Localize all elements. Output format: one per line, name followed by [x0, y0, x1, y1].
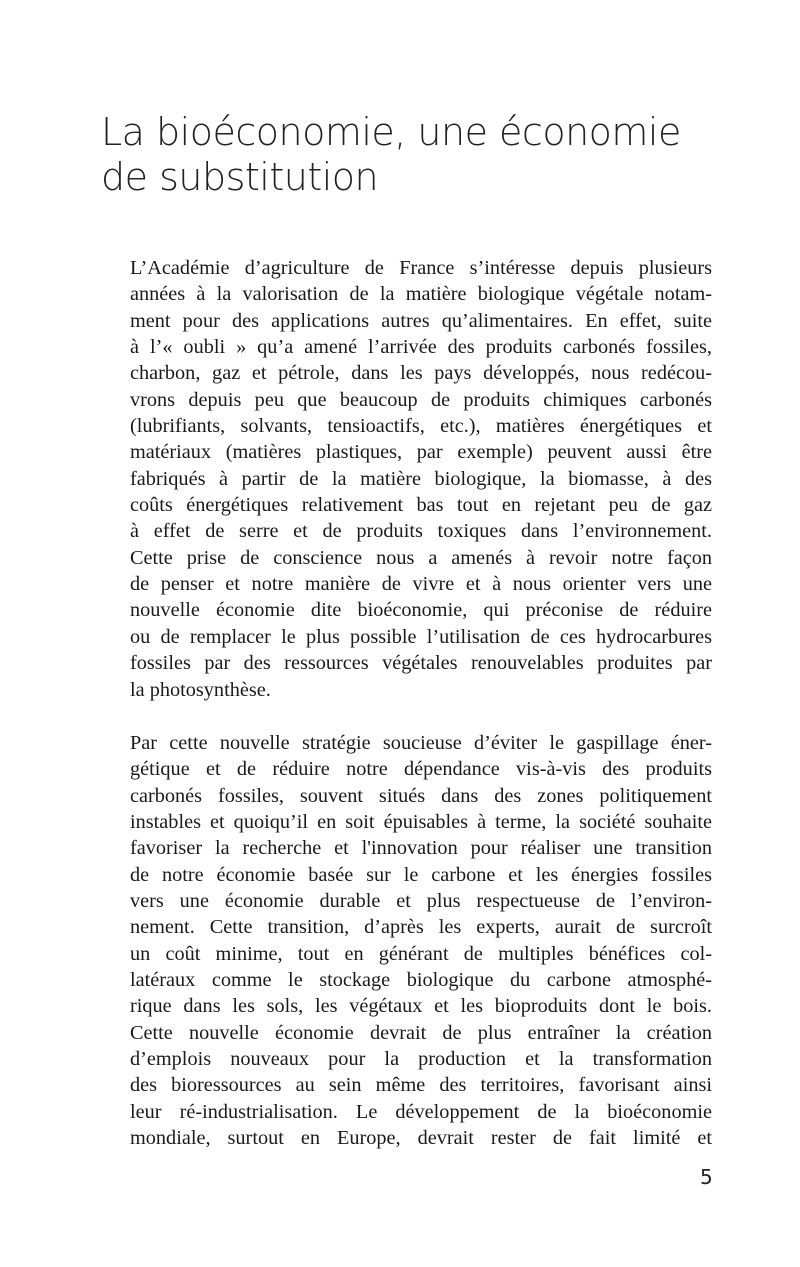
- title-line: de substitution: [101, 155, 379, 199]
- text-line: un coût minime, tout en générant de multiples bénéfices col-: [130, 942, 712, 965]
- text-line: vers une économie durable et plus respectueuse de l’environ-: [130, 890, 712, 913]
- text-line: des bioressources au sein même des territoires, favorisant ainsi: [130, 1074, 712, 1097]
- text-line: rique dans les sols, les végétaux et les bioproduits dont le bois.: [130, 995, 712, 1018]
- text-line: favoriser la recherche et l'innovation pour réaliser une transition: [130, 837, 712, 860]
- text-line: Cette prise de conscience nous a amenés à revoir notre façon: [130, 546, 712, 569]
- text-line: carbonés fossiles, souvent situés dans des zones politiquement: [130, 784, 712, 807]
- text-line: d’emplois nouveaux pour la production et la transformation: [130, 1048, 712, 1071]
- text-line: latéraux comme le stockage biologique du carbone atmosphé-: [130, 969, 712, 992]
- text-line: Par cette nouvelle stratégie soucieuse d’éviter le gaspillage éner-: [130, 732, 712, 754]
- text-line: coûts énergétiques relativement bas tout en rejetant peu de gaz: [130, 494, 712, 517]
- text-line: fossiles par des ressources végétales renouvelables produites par: [130, 652, 712, 675]
- text-line: matériaux (matières plastiques, par exemple) peuvent aussi être: [130, 441, 712, 464]
- text-line: gétique et de réduire notre dépendance vis-à-vis des produits: [130, 758, 712, 781]
- page-number: 5: [700, 1165, 713, 1189]
- text-line: ment pour des applications autres qu’alimentaires. En effet, suite: [130, 309, 712, 332]
- title-line: La bioéconomie, une économie: [101, 110, 681, 154]
- text-line: années à la valorisation de la matière biologique végétale notam-: [130, 283, 712, 306]
- text-line: mondiale, surtout en Europe, devrait rester de fait limité et: [130, 1127, 712, 1150]
- text-line: leur ré-industrialisation. Le développement de la bioéconomie: [130, 1100, 712, 1123]
- text-line: ou de remplacer le plus possible l’utilisation de ces hydrocarbures: [130, 625, 712, 648]
- text-line: vrons depuis peu que beaucoup de produits chimiques carbonés: [130, 388, 712, 411]
- text-line: de notre économie basée sur le carbone et les énergies fossiles: [130, 863, 712, 886]
- text-line: nouvelle économie dite bioéconomie, qui préconise de réduire: [130, 599, 712, 622]
- text-line: fabriqués à partir de la matière biologique, la biomasse, à des: [130, 467, 712, 490]
- text-line: de penser et notre manière de vivre et à nous orienter vers une: [130, 573, 712, 596]
- text-line: L’Académie d’agriculture de France s’intéresse depuis plusieurs: [130, 257, 712, 279]
- chapter-title: [101, 110, 741, 200]
- text-line: Cette nouvelle économie devrait de plus entraîner la création: [130, 1021, 712, 1044]
- text-line: la photosynthèse.: [130, 678, 271, 701]
- paragraph-2: [130, 730, 712, 1152]
- text-line: à effet de serre et de produits toxiques dans l’environnement.: [130, 520, 712, 543]
- text-line: charbon, gaz et pétrole, dans les pays développés, nous redécou-: [130, 362, 712, 385]
- text-line: à l’« oubli » qu’a amené l’arrivée des produits carbonés fossiles,: [130, 336, 712, 359]
- paragraph-1: [130, 255, 712, 703]
- text-line: nement. Cette transition, d’après les experts, aurait de surcroît: [130, 916, 712, 939]
- text-line: (lubrifiants, solvants, tensioactifs, etc.), matières énergétiques et: [130, 415, 712, 438]
- text-line: instables et quoiqu’il en soit épuisables à terme, la société souhaite: [130, 811, 712, 834]
